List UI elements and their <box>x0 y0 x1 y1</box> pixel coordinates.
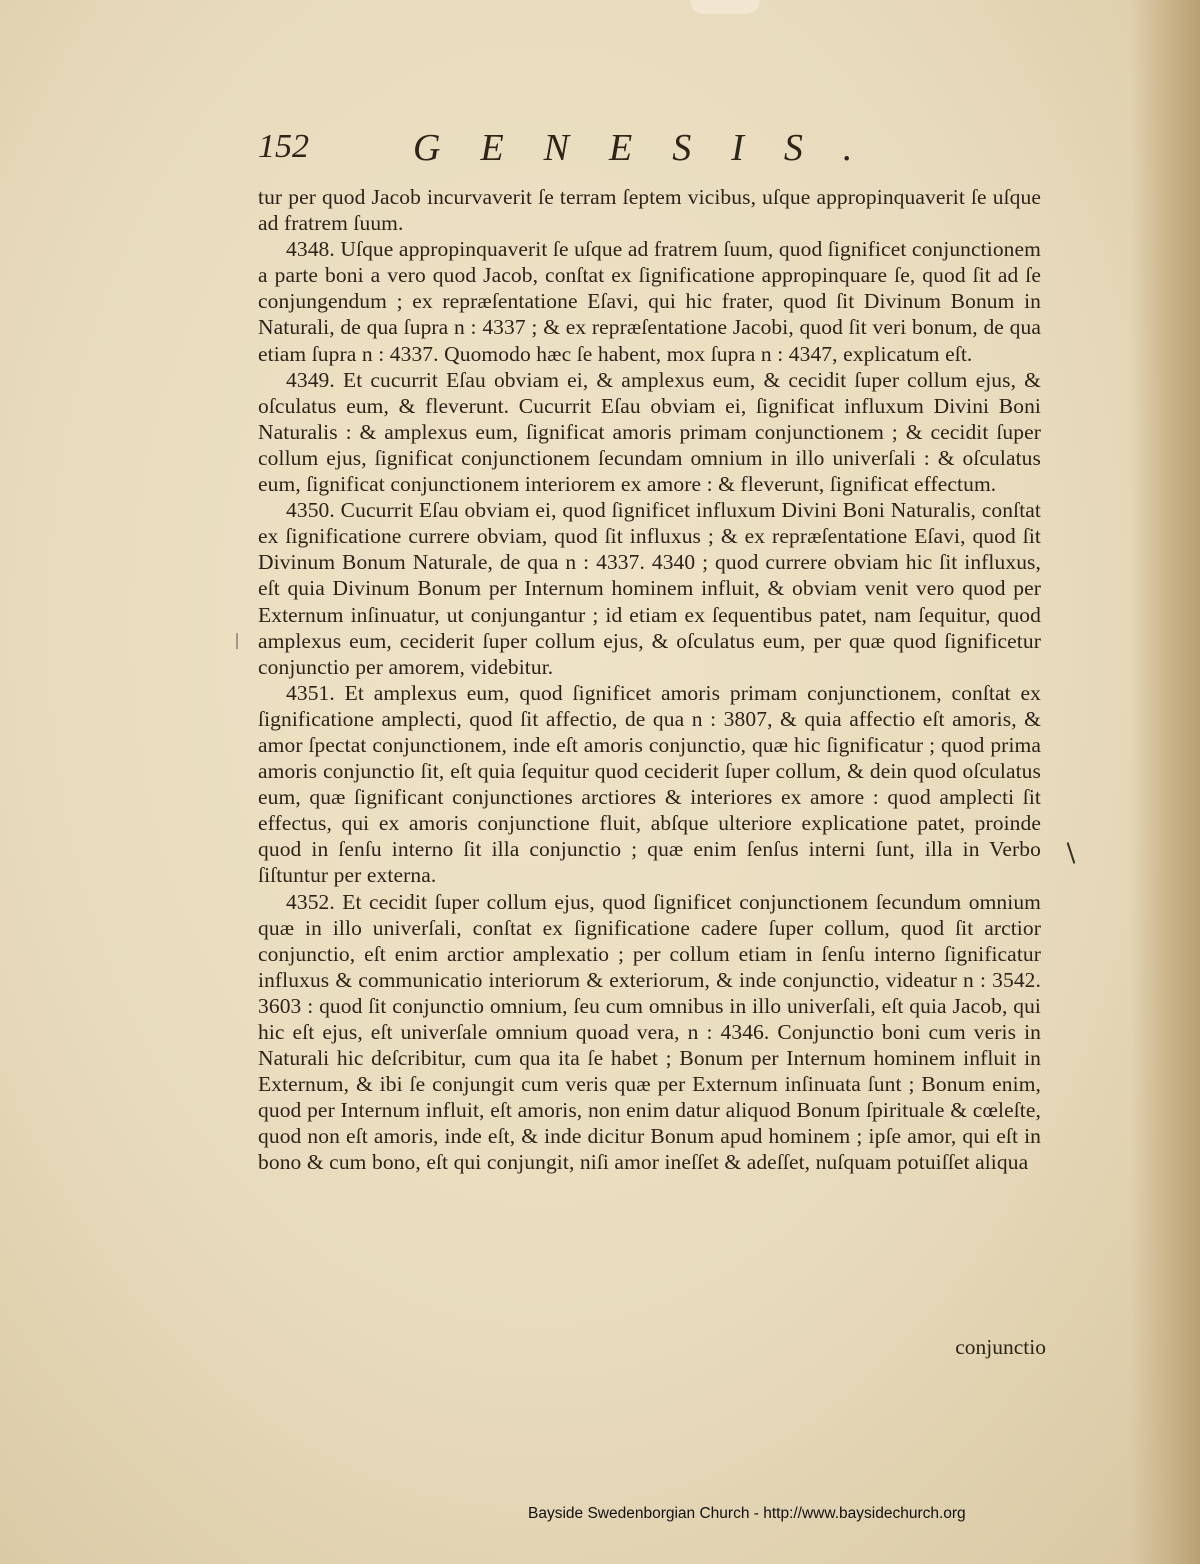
source-credit: Bayside Swedenborgian Church - http://www.baysidechurch.org <box>528 1505 966 1522</box>
catchword: conjunctio <box>955 1335 1046 1359</box>
margin-mark <box>1067 842 1076 864</box>
binding-shadow <box>1130 0 1200 1564</box>
body-text <box>258 184 1041 1176</box>
paragraph-4350: 4350. Cucurrit Eſau obviam ei, quod ſignificet influxum Divini Boni Naturalis, conſtat ex ſignificatione currere obviam, quod ſit influxus ; & ex repræſentatione Eſavi, quod ſit Divinum Bonum Naturale, de qua n : 4337. 4340 ; quod currere obviam hic ſit influxus, eſt quia Divinum Bonum per Internum hominem influit, & obviam venit vero quod per Externum inſinuatur, ut conjungantur ; id etiam ex ſequentibus patet, nam ſequitur, quod amplexus eum, ceciderit ſuper collum ejus, & oſculatus eum, per quæ quod ſignificetur conjunctio per amorem, videbitur. <box>258 498 1041 679</box>
paragraph-4351: 4351. Et amplexus eum, quod ſignificet amoris primam conjunctionem, conſtat ex ſignificatione amplecti, quod ſit affectio, de qua n : 3807, & quia affectio eſt amoris, & amor ſpectat conjunctionem, inde eſt amoris conjunctio, quæ hic ſignificatur ; quod prima amoris conjunctio ſit, eſt quia ſequitur quod ceciderit ſuper collum, & dein quod oſculatus eum, quæ ſignificant conjunctiones arctiores & interiores ex amore : quod amplecti ſit effectus, qui ex amoris conjunctione fluit, abſque ulteriore explicatione patet, proinde quod in ſenſu interno ſit illa conjunctio ; quæ enim ſenſus interni ſunt, illa in Verbo ſiſtuntur per externa. <box>258 680 1041 888</box>
paragraph-4348: 4348. Uſque appropinquaverit ſe uſque ad fratrem ſuum, quod ſignificet conjunctionem a parte boni a vero quod Jacob, conſtat ex ſignificatione appropinquare ſe, quod ſit ad ſe conjungendum ; ex repræſentatione Eſavi, qui hic frater, quod ſit Divinum Bonum in Naturali, de qua ſupra n : 4337 ; & ex repræſentatione Jacobi, quod ſit veri bonum, de qua etiam ſupra n : 4337. Quomodo hæc ſe habent, mox ſupra n : 4347, explicatum eſt. <box>258 237 1041 366</box>
paragraph-continuation: tur per quod Jacob incurvaverit ſe terram ſeptem vicibus, uſque appropinquaverit ſe uſque ad fratrem ſuum. <box>258 185 1041 236</box>
paragraph-4349: 4349. Et cucurrit Eſau obviam ei, & amplexus eum, & cecidit ſuper collum ejus, & oſculatus eum, & fleverunt. Cucurrit Eſau obviam ei, ſignificat influxum Divini Boni Naturalis : & amplexus eum, ſignificat amoris primam conjunctionem ; & cecidit ſuper collum ejus, ſignificat conjunctionem ſecundam omnium in illo univerſali : & oſculatus eum, ſignificat conjunctionem interiorem ex amore : & fleverunt, ſignificat effectum. <box>258 367 1041 497</box>
running-title: GENESIS. <box>413 127 893 169</box>
page-edge-tab <box>690 0 760 14</box>
page-header <box>258 128 1018 172</box>
paragraph-4352: 4352. Et cecidit ſuper collum ejus, quod ſignificet conjunctionem ſecundum omnium quæ in illo univerſali, conſtat ex ſignificatione cadere ſuper collum, quod ſit arctior conjunctio, eſt enim arctior amplexatio ; per collum etiam in ſenſu interno ſignificatur influxus & communicatio interiorum & exteriorum, & inde conjunctio, videatur n : 3542. 3603 : quod ſit conjunctio omnium, ſeu cum omnibus in illo univerſali, eſt quia Jacob, qui hic eſt ejus, eſt univerſale omnium quoad vera, n : 4346. Conjunctio boni cum veris in Naturali hic deſcribitur, cum qua ita ſe habet ; Bonum per Internum hominem influit in Externum, & ibi ſe conjungit cum veris quæ per Externum inſinuata ſunt ; Bonum enim, quod per Internum influit, eſt amoris, non enim datur aliquod Bonum ſpirituale & cœleſte, quod non eſt amoris, inde eſt, & inde dicitur Bonum apud hominem ; ipſe amor, qui eſt in bono & cum bono, eſt qui conjungit, niſi amor ineſſet & adeſſet, nuſquam potuiſſet aliqua <box>258 889 1041 1175</box>
margin-mark <box>236 633 238 649</box>
page-number: 152 <box>258 128 309 165</box>
